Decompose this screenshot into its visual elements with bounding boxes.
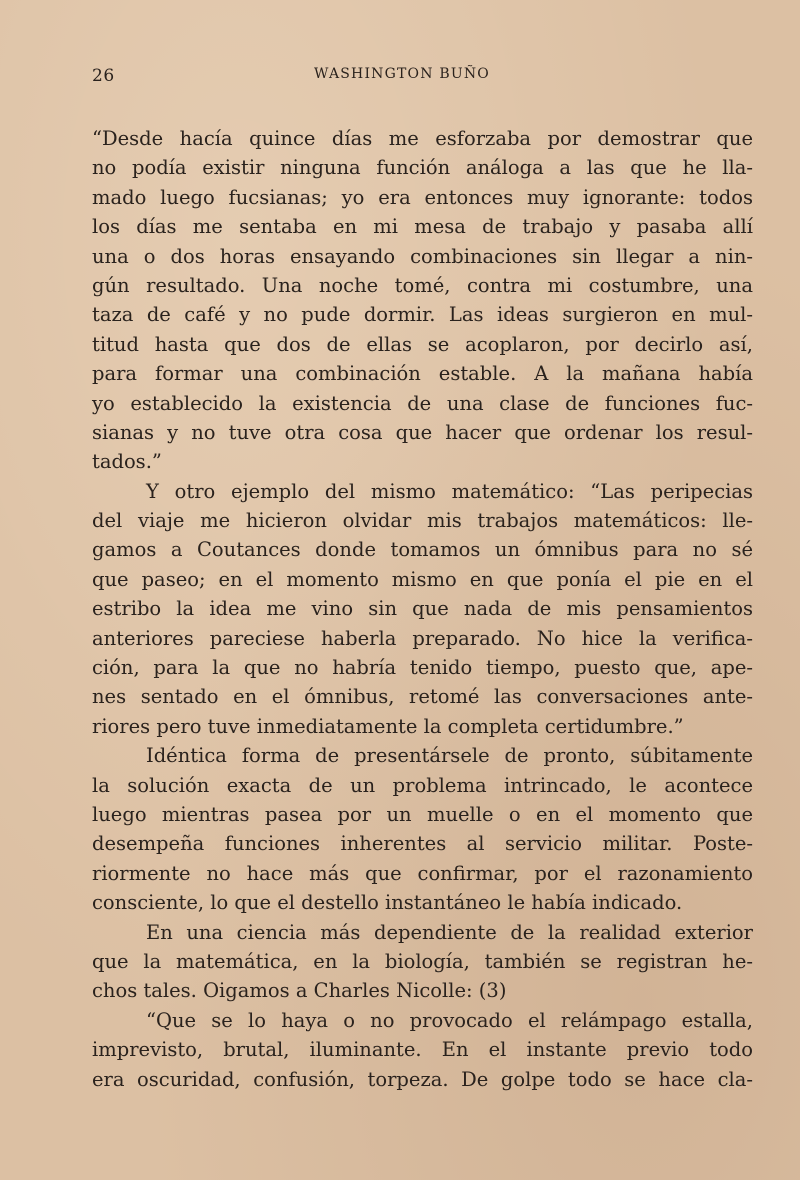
text-line: que la matemática, en la biología, también se registran he- — [92, 949, 753, 973]
text-line: gún resultado. Una noche tomé, contra mi costumbre, una — [92, 273, 753, 297]
text-line: En una ciencia más dependiente de la realidad exterior — [146, 920, 753, 944]
text-line: para formar una combinación estable. A la mañana había — [92, 362, 753, 386]
text-line: no podía existir ninguna función análoga a las que he lla- — [92, 156, 753, 180]
text-line: del viaje me hicieron olvidar mis trabajos matemáticos: lle- — [92, 509, 753, 533]
text-line: taza de café y no pude dormir. Las ideas surgieron en mul- — [92, 303, 753, 327]
text-line: consciente, lo que el destello instantáneo le había indicado. — [92, 891, 683, 915]
running-title: WASHINGTON BUÑO — [314, 66, 490, 82]
page-header — [92, 66, 712, 90]
text-line: anteriores pareciese haberla preparado. No hice la verifica- — [92, 626, 753, 650]
page-number: 26 — [92, 66, 115, 86]
text-line: tados.” — [92, 450, 162, 474]
text-line: mado luego fucsianas; yo era entonces muy ignorante: todos — [92, 185, 753, 209]
text-line: imprevisto, brutal, iluminante. En el instante previo todo — [92, 1038, 753, 1062]
text-line: estribo la idea me vino sin que nada de mis pensamientos — [92, 597, 753, 621]
body-text — [92, 124, 753, 1094]
text-line: gamos a Coutances donde tomamos un ómnibus para no sé — [92, 538, 753, 562]
text-line: “Que se lo haya o no provocado el relámpago estalla, — [146, 1008, 753, 1032]
text-line: que paseo; en el momento mismo en que ponía el pie en el — [92, 567, 753, 591]
text-line: riores pero tuve inmediatamente la completa certidumbre.” — [92, 714, 684, 738]
text-line: Idéntica forma de presentársele de pronto, súbitamente — [146, 744, 753, 768]
text-line: los días me sentaba en mi mesa de trabajo y pasaba allí — [92, 215, 753, 239]
text-line: nes sentado en el ómnibus, retomé las conversaciones ante- — [92, 685, 753, 709]
text-line: ción, para la que no habría tenido tiempo, puesto que, ape- — [92, 656, 753, 680]
text-line: “Desde hacía quince días me esforzaba por demostrar que — [92, 127, 753, 150]
text-line: sianas y no tuve otra cosa que hacer que ordenar los resul- — [92, 420, 753, 444]
text-line: una o dos horas ensayando combinaciones sin llegar a nin- — [92, 244, 753, 268]
text-line: era oscuridad, confusión, torpeza. De golpe todo se hace cla- — [92, 1067, 753, 1091]
text-line: luego mientras pasea por un muelle o en el momento que — [92, 802, 753, 826]
text-line: la solución exacta de un problema intrincado, le acontece — [92, 773, 753, 797]
text-line: riormente no hace más que confirmar, por el razonamiento — [92, 861, 753, 885]
text-line: yo establecido la existencia de una clase de funciones fuc- — [92, 391, 753, 415]
text-line: desempeña funciones inherentes al servicio militar. Poste- — [92, 832, 753, 856]
text-line: Y otro ejemplo del mismo matemático: “Las peripecias — [146, 479, 753, 503]
text-line: chos tales. Oigamos a Charles Nicolle: (3) — [92, 979, 507, 1003]
text-line: titud hasta que dos de ellas se acoplaron, por decirlo así, — [92, 332, 753, 356]
